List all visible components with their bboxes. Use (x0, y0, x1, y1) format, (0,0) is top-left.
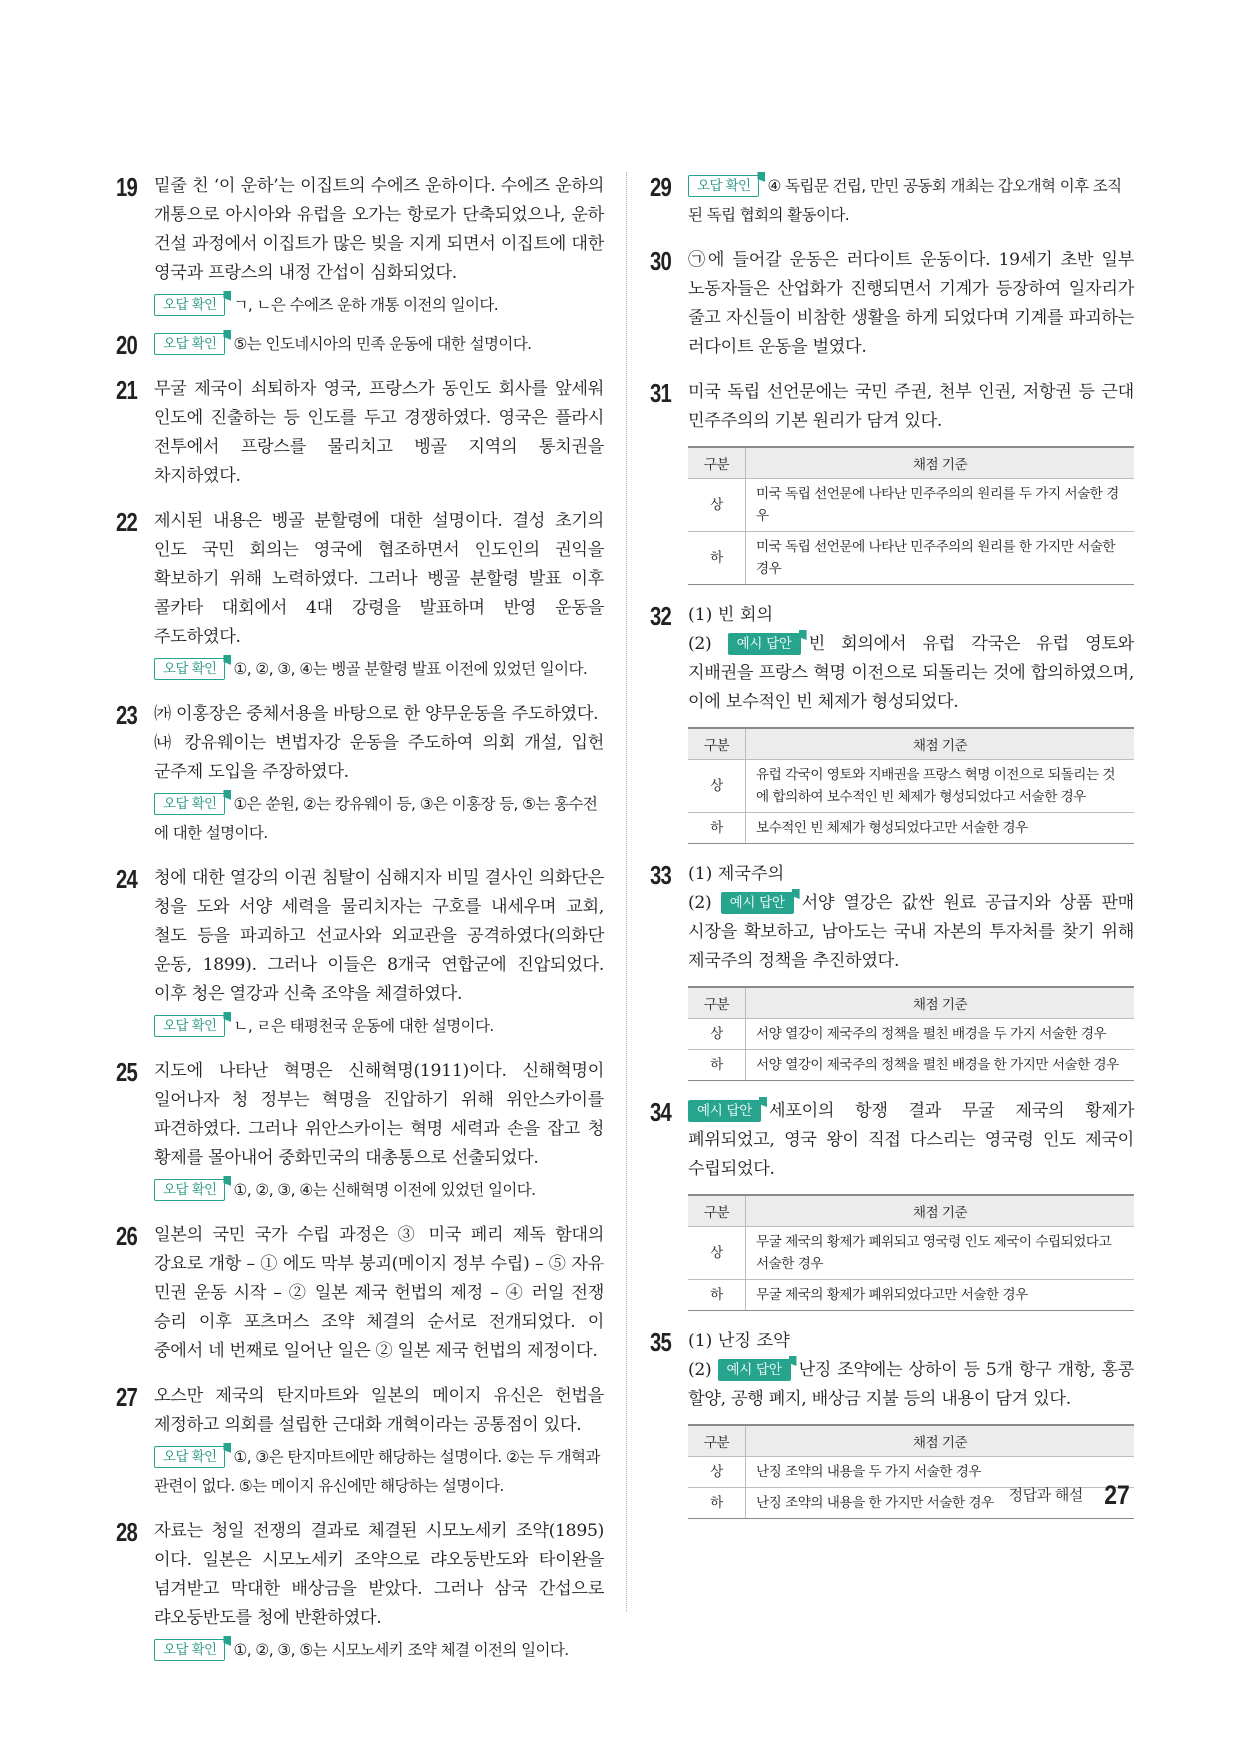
question-number: 26 (116, 1221, 137, 1251)
check-wrong-badge: 오답 확인 (154, 793, 225, 815)
answer-27 (116, 1382, 604, 1501)
wrong-answer-note: 오답 확인 ㄱ, ㄴ은 수에즈 운하 개통 이전의 일이다. (154, 291, 604, 320)
explanation-text: 예시 답안 세포이의 항쟁 결과 무굴 제국의 황제가 폐위되었고, 영국 왕이 직접 다스리는 영국령 인도 제국이 수립되었다. (688, 1097, 1134, 1184)
wrong-answer-note: 오답 확인 ①, ②, ③, ⑤는 시모노세키 조약 체결 이전의 일이다. (154, 1636, 604, 1665)
explanation-text: 일본의 국민 국가 수립 과정은 ③ 미국 페리 제독 함대의 강요로 개항 – ① 에도 막부 붕괴(메이지 정부 수립) – ⑤ 자유 민권 운동 시작 – ② 일본 제국 헌법의 제정 – ④ 러일 전쟁 승리 이후 포츠머스 조약 체결의 순서로 전개되었다. 이 중에서 네 번째로 일어난 일은 ② 일본 제국 헌법의 제정이다. (154, 1225, 604, 1361)
wrong-answer-note: 오답 확인 ④ 독립문 건립, 만민 공동회 개최는 갑오개혁 이후 조직된 독립 협회의 활동이다. (688, 172, 1134, 230)
answer-21 (116, 375, 604, 491)
flag-icon (223, 291, 231, 301)
wrong-answer-note: 오답 확인 ①은 쑨원, ②는 캉유웨이 등, ③은 이홍장 등, ⑤는 홍수전에 대한 설명이다. (154, 790, 604, 848)
page-footer (1009, 1480, 1132, 1511)
answer-23 (116, 700, 604, 848)
flag-icon (223, 1012, 231, 1022)
question-number: 33 (650, 860, 671, 890)
explanation-text: 청에 대한 열강의 이권 침탈이 심해지자 비밀 결사인 의화단은 청을 도와 서양 세력을 물리치자는 구호를 내세우며 교회, 철도 등을 파괴하고 선교사와 외교관을 공격하였다(의화단 운동, 1899). 그러나 이들은 8개국 연합군에 진압되었다. 이후 청은 열강과 신축 조약을 체결하였다. (154, 868, 604, 1004)
answer-28 (116, 1517, 604, 1665)
right-column (650, 172, 1134, 1535)
grading-table: 구분 채점 기준 상 난징 조약의 내용을 두 가지 서술한 경우 하 난징 조약의 내용을 한 가지만 서술한 경우 (688, 1424, 1134, 1519)
page-number: 27 (1104, 1480, 1130, 1510)
question-number: 30 (650, 246, 671, 276)
question-number: 35 (650, 1327, 671, 1357)
table-row: 상 미국 독립 선언문에 나타난 민주주의의 원리를 두 가지 서술한 경우 (688, 479, 1134, 532)
table-row: 상 무굴 제국의 황제가 폐위되고 영국령 인도 제국이 수립되었다고 서술한 경우 (688, 1227, 1134, 1280)
flag-icon (757, 172, 765, 182)
grading-table: 구분 채점 기준 상 유럽 각국이 영토와 지배권을 프랑스 혁명 이전으로 되돌리는 것에 합의하여 보수적인 빈 체제가 형성되었다고 서술한 경우 하 보수적인 빈 체제가 형성되었다고만 서술한 경우 (688, 727, 1134, 844)
answer-22 (116, 507, 604, 684)
check-wrong-badge: 오답 확인 (688, 175, 759, 197)
flag-icon (792, 889, 800, 899)
answer-19 (116, 172, 604, 320)
answer-29 (650, 172, 1134, 230)
flag-icon (223, 790, 231, 800)
answer-part-1: (1) 제국주의 (688, 864, 785, 884)
explanation-line-ga: ㈎ 이홍장은 중체서용을 바탕으로 한 양무운동을 주도하였다. (154, 704, 599, 724)
answer-part-1: (1) 난징 조약 (688, 1331, 790, 1351)
table-row: 상 난징 조약의 내용을 두 가지 서술한 경우 (688, 1457, 1134, 1488)
table-row: 하 난징 조약의 내용을 한 가지만 서술한 경우 (688, 1488, 1134, 1519)
explanation-text: 지도에 나타난 혁명은 신해혁명(1911)이다. 신해혁명이 일어나자 청 정부는 혁명을 진압하기 위해 위안스카이를 파견하였다. 그러나 위안스카이는 혁명 세력과 손을 잡고 청 황제를 몰아내어 중화민국의 대총통으로 선출되었다. (154, 1061, 604, 1168)
question-number: 21 (116, 375, 137, 405)
question-number: 31 (650, 378, 671, 408)
footer-label: 정답과 해설 (1008, 1486, 1083, 1504)
check-wrong-badge: 오답 확인 (154, 333, 225, 355)
table-row: 하 보수적인 빈 체제가 형성되었다고만 서술한 경우 (688, 813, 1134, 844)
table-row: 하 미국 독립 선언문에 나타난 민주주의의 원리를 한 가지만 서술한 경우 (688, 532, 1134, 585)
wrong-answer-note: 오답 확인 ⑤는 인도네시아의 민족 운동에 대한 설명이다. (154, 330, 604, 359)
flag-icon (759, 1097, 767, 1107)
explanation-text: 제시된 내용은 벵골 분할령에 대한 설명이다. 결성 초기의 인도 국민 회의는 영국에 협조하면서 인도인의 권익을 확보하기 위해 노력하였다. 그러나 벵골 분할령 발표 이후 콜카타 대회에서 4대 강령을 발표하며 반영 운동을 주도하였다. (154, 511, 604, 647)
answer-part-2: (2) 예시 답안 빈 회의에서 유럽 각국은 유럽 영토와 지배권을 프랑스 혁명 이전으로 되돌리는 것에 합의하였으며, 이에 보수적인 빈 체제가 형성되었다. (688, 630, 1134, 717)
grading-table: 구분 채점 기준 상 서양 열강이 제국주의 정책을 펼친 배경을 두 가지 서술한 경우 하 서양 열강이 제국주의 정책을 펼친 배경을 한 가지만 서술한 경우 (688, 986, 1134, 1081)
question-number: 19 (116, 172, 137, 202)
question-number: 29 (650, 172, 671, 202)
answer-31 (650, 378, 1134, 585)
check-wrong-badge: 오답 확인 (154, 1639, 225, 1661)
grading-table: 구분 채점 기준 상 무굴 제국의 황제가 폐위되고 영국령 인도 제국이 수립되었다고 서술한 경우 하 무굴 제국의 황제가 폐위되었다고만 서술한 경우 (688, 1194, 1134, 1311)
table-row: 상 유럽 각국이 영토와 지배권을 프랑스 혁명 이전으로 되돌리는 것에 합의하여 보수적인 빈 체제가 형성되었다고 서술한 경우 (688, 760, 1134, 813)
example-answer-badge: 예시 답안 (688, 1100, 761, 1122)
explanation-text: 오스만 제국의 탄지마트와 일본의 메이지 유신은 헌법을 제정하고 의회를 설립한 근대화 개혁이라는 공통점이 있다. (154, 1386, 604, 1435)
example-answer-badge: 예시 답안 (718, 1359, 791, 1381)
table-row: 하 무굴 제국의 황제가 폐위되었다고만 서술한 경우 (688, 1280, 1134, 1311)
check-wrong-badge: 오답 확인 (154, 1015, 225, 1037)
wrong-answer-note: 오답 확인 ㄴ, ㄹ은 태평천국 운동에 대한 설명이다. (154, 1012, 604, 1041)
answer-33 (650, 860, 1134, 1081)
answer-30 (650, 246, 1134, 362)
question-number: 27 (116, 1382, 137, 1412)
explanation-text: 미국 독립 선언문에는 국민 주권, 천부 인권, 저항권 등 근대 민주주의의 기본 원리가 담겨 있다. (688, 382, 1134, 431)
question-number: 34 (650, 1097, 671, 1127)
explanation-text: ㉠에 들어갈 운동은 러다이트 운동이다. 19세기 초반 일부 노동자들은 산업화가 진행되면서 기계가 등장하여 일자리가 줄고 자신들이 비참한 생활을 하게 되었다며 기계를 파괴하는 러다이트 운동을 벌였다. (688, 250, 1134, 357)
flag-icon (223, 1176, 231, 1186)
answer-part-2: (2) 예시 답안 서양 열강은 값싼 원료 공급지와 상품 판매 시장을 확보하고, 남아도는 국내 자본의 투자처를 찾기 위해 제국주의 정책을 추진하였다. (688, 889, 1134, 976)
answer-24 (116, 864, 604, 1041)
explanation-text: 밑줄 친 ‘이 운하’는 이집트의 수에즈 운하이다. 수에즈 운하의 개통으로 아시아와 유럽을 오가는 항로가 단축되었으나, 운하 건설 과정에서 이집트가 많은 빚을 지게 되면서 이집트에 대한 영국과 프랑스의 내정 간섭이 심화되었다. (154, 176, 604, 283)
example-answer-badge: 예시 답안 (721, 892, 794, 914)
question-number: 28 (116, 1517, 137, 1547)
question-number: 25 (116, 1057, 137, 1087)
check-wrong-badge: 오답 확인 (154, 658, 225, 680)
answer-32 (650, 601, 1134, 844)
wrong-answer-note: 오답 확인 ①, ②, ③, ④는 신해혁명 이전에 있었던 일이다. (154, 1176, 604, 1205)
flag-icon (223, 1443, 231, 1453)
explanation-text: 무굴 제국이 쇠퇴하자 영국, 프랑스가 동인도 회사를 앞세워 인도에 진출하는 등 인도를 두고 경쟁하였다. 영국은 플라시 전투에서 프랑스를 물리치고 벵골 지역의 통치권을 차지하였다. (154, 379, 604, 486)
example-answer-badge: 예시 답안 (728, 633, 801, 655)
grading-table: 구분 채점 기준 상 미국 독립 선언문에 나타난 민주주의의 원리를 두 가지 서술한 경우 하 미국 독립 선언문에 나타난 민주주의의 원리를 한 가지만 서술한 경우 (688, 446, 1134, 585)
explanation-line-na: ㈏ 캉유웨이는 변법자강 운동을 주도하여 의회 개설, 입헌 군주제 도입을 주장하였다. (154, 733, 604, 782)
check-wrong-badge: 오답 확인 (154, 1446, 225, 1468)
answer-part-1: (1) 빈 회의 (688, 605, 774, 625)
answer-25 (116, 1057, 604, 1205)
question-number: 24 (116, 864, 137, 894)
answer-part-2: (2) 예시 답안 난징 조약에는 상하이 등 5개 항구 개항, 홍콩 할양, 공행 폐지, 배상금 지불 등의 내용이 담겨 있다. (688, 1356, 1134, 1414)
table-row: 하 서양 열강이 제국주의 정책을 펼친 배경을 한 가지만 서술한 경우 (688, 1050, 1134, 1081)
flag-icon (223, 330, 231, 340)
flag-icon (223, 655, 231, 665)
flag-icon (789, 1356, 797, 1366)
table-row: 상 서양 열강이 제국주의 정책을 펼친 배경을 두 가지 서술한 경우 (688, 1019, 1134, 1050)
wrong-answer-note: 오답 확인 ①, ②, ③, ④는 벵골 분할령 발표 이전에 있었던 일이다. (154, 655, 604, 684)
left-column (116, 172, 604, 1681)
column-divider (626, 172, 627, 1612)
check-wrong-badge: 오답 확인 (154, 1179, 225, 1201)
flag-icon (223, 1636, 231, 1646)
answer-34 (650, 1097, 1134, 1311)
question-number: 32 (650, 601, 671, 631)
question-number: 20 (116, 330, 137, 360)
answer-20 (116, 330, 604, 359)
check-wrong-badge: 오답 확인 (154, 294, 225, 316)
question-number: 23 (116, 700, 137, 730)
question-number: 22 (116, 507, 137, 537)
explanation-text: 자료는 청일 전쟁의 결과로 체결된 시모노세키 조약(1895)이다. 일본은 시모노세키 조약으로 랴오둥반도와 타이완을 넘겨받고 막대한 배상금을 받았다. 그러나 삼국 간섭으로 랴오둥반도를 청에 반환하였다. (154, 1521, 604, 1628)
flag-icon (799, 630, 807, 640)
answer-26 (116, 1221, 604, 1366)
wrong-answer-note: 오답 확인 ①, ③은 탄지마트에만 해당하는 설명이다. ②는 두 개혁과 관련이 없다. ⑤는 메이지 유신에만 해당하는 설명이다. (154, 1443, 604, 1501)
